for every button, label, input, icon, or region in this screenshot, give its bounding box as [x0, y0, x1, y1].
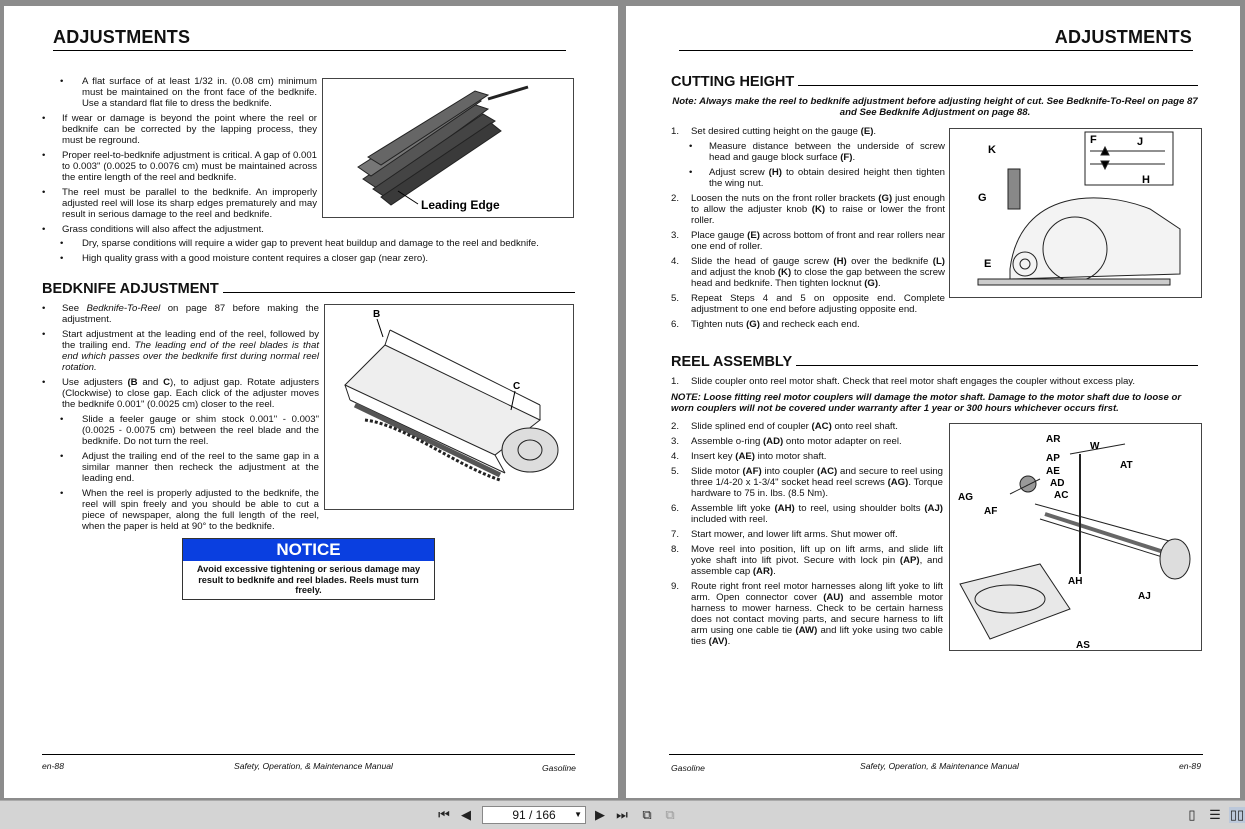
- list-item: • The reel must be parallel to the bedknife. An improperly adjusted reel will lose its sharp edges prematurely and may result in serious damage to the reel and bedknife.: [42, 187, 317, 220]
- text-run: Use adjusters: [62, 377, 128, 388]
- text-run: (AP): [899, 555, 920, 566]
- previous-page-button[interactable]: [458, 807, 474, 823]
- list-item: [671, 319, 945, 330]
- text-run: .: [873, 126, 877, 137]
- text-run: (F): [840, 152, 853, 163]
- two-page-view-button[interactable]: [1229, 807, 1245, 823]
- next-page-icon: ▶: [595, 807, 605, 822]
- reel-steps: [671, 421, 943, 647]
- text-run: onto reel shaft.: [831, 421, 898, 432]
- grass-text: [42, 238, 582, 268]
- label-ad: AD: [1050, 478, 1065, 489]
- list-item: [671, 581, 943, 647]
- list-item: [671, 193, 945, 226]
- reel-figure: [322, 78, 574, 218]
- list-item: [42, 303, 319, 325]
- text-run: (AD): [762, 436, 784, 447]
- text-run: (AF): [742, 466, 762, 477]
- label-aj: AJ: [1138, 591, 1151, 602]
- go-back-icon: ⧉: [642, 807, 652, 822]
- footer-page-number: en-88: [42, 761, 64, 771]
- text-run: Move reel into position, lift up on lift arms, and slide lift yoke shaft into lift pivot. Secure with lock pin: [691, 544, 943, 566]
- list-item: • A flat surface of at least 1/32 in. (0.08 cm) minimum must be maintained on the front face of the bedknife. Use a standard flat file to dress the bedknife.: [42, 76, 317, 109]
- text-run: (AJ): [924, 503, 943, 514]
- text-run: C: [163, 377, 171, 388]
- step-number: 4.: [671, 451, 680, 462]
- list-item: [671, 126, 945, 137]
- footer-rule: [669, 754, 1203, 755]
- list-item: 1. Slide coupler onto reel motor shaft. Check that reel motor shaft engages the coupler without excess play.: [671, 376, 1136, 387]
- text-run: Route right front reel motor harnesses along lift yoke to lift arm. Open connector cover: [691, 581, 943, 603]
- label-j: J: [1137, 136, 1144, 148]
- text-run: .: [773, 566, 776, 577]
- text-run: Slide splined end of coupler: [691, 421, 812, 432]
- notice-title: NOTICE: [183, 539, 434, 561]
- notice-text: Avoid excessive tightening or serious damage may result to bedknife and reel blades. Reels must turn freely.: [196, 564, 421, 595]
- list-item: • High quality grass with a good moisture content requires a closer gap (near zero).: [42, 253, 582, 264]
- text-run: and assemble motor harness to mower harness. Check to be certain harness does not contact moving parts, and secure harness to lift arm using one cable tie: [691, 592, 943, 636]
- reel-step-1: [671, 376, 1199, 391]
- text-run: (H): [768, 167, 782, 178]
- text-run: ), to adjust gap. Rotate adjusters (Clockwise) to close gap. Each click of the adjuster moves the bedknife 0.001" (0.0025 cm) closer to the reel.: [62, 377, 320, 410]
- list-item: [671, 503, 943, 525]
- list-item: • Grass conditions will also affect the adjustment.: [42, 224, 317, 235]
- text-run: (AR): [752, 566, 774, 577]
- text-run: Tighten nuts: [691, 319, 747, 330]
- list-item: [671, 421, 943, 432]
- text-run: Adjust screw: [709, 167, 769, 178]
- footer-edition: Gasoline: [542, 763, 576, 773]
- reel-assembly-illustration: [950, 424, 1201, 650]
- footer-title: Safety, Operation, & Maintenance Manual: [860, 761, 1019, 771]
- label-ah: AH: [1068, 576, 1083, 587]
- label-as: AS: [1076, 640, 1090, 650]
- text-run: and: [137, 377, 164, 388]
- step-number: 5.: [671, 466, 680, 477]
- section-cutting-label: CUTTING HEIGHT: [671, 74, 795, 90]
- text-run: (AC): [817, 466, 838, 477]
- list-item: [671, 256, 945, 289]
- page-header: ADJUSTMENTS: [53, 27, 191, 47]
- single-page-view-button[interactable]: [1184, 807, 1200, 823]
- list-item: • Proper reel-to-bedknife adjustment is critical. A gap of 0.001 to 0.003" (0.0025 to 0.0076 cm) must be maintained across the entire length of the reel and bedknife.: [42, 150, 317, 183]
- list-item: • If wear or damage is beyond the point where the reel or bedknife can be corrected by the lapping process, they must be reground.: [42, 113, 317, 146]
- cutting-height-figure: [949, 128, 1202, 298]
- section-rule: [796, 364, 1198, 366]
- step-number: 1.: [671, 126, 680, 137]
- step-number: 6.: [671, 319, 680, 330]
- step-number: 4.: [671, 256, 680, 267]
- two-page-icon: ▯▯: [1229, 807, 1245, 822]
- single-page-icon: ▯: [1188, 807, 1196, 822]
- text-run: to close the gap between the screw head and bedknife. Then tighten locknut: [691, 267, 945, 289]
- list-item: [671, 141, 945, 163]
- text-run: (H): [833, 256, 847, 267]
- text-run: Loosen the nuts on the front roller brackets: [691, 193, 879, 204]
- text-run: (AV): [708, 636, 728, 647]
- page-header: ADJUSTMENTS: [1054, 27, 1192, 47]
- previous-page-icon: ◀: [461, 807, 471, 822]
- label-f: F: [1090, 134, 1097, 146]
- first-page-button[interactable]: [436, 807, 452, 823]
- text-run: , and assemble cap: [691, 555, 943, 577]
- left-page: [4, 6, 618, 798]
- text-run: included with reel.: [691, 514, 768, 525]
- text-run: to obtain desired height then tighten the wing nut.: [709, 167, 945, 189]
- cutting-note: Note: Always make the reel to bedknife adjustment before adjusting height of cut. See Bedknife-To-Reel on page 87 and See Bedknife Adjustment on page 88.: [672, 96, 1198, 118]
- viewer-toolbar: [0, 800, 1245, 829]
- label-at: AT: [1120, 460, 1133, 471]
- text-run: over the bedknife: [846, 256, 933, 267]
- list-item: [671, 544, 943, 577]
- text-run: Assemble o-ring: [691, 436, 763, 447]
- section-title-bedknife: [42, 281, 575, 297]
- text-run: Set desired cutting height on the gauge: [691, 126, 861, 137]
- text-run: Insert key: [691, 451, 736, 462]
- label-b: B: [373, 309, 381, 320]
- text-run: (AU): [823, 592, 844, 603]
- label-e: E: [984, 258, 992, 270]
- last-page-button[interactable]: [614, 807, 630, 823]
- label-g: G: [978, 192, 987, 204]
- text-run: . Torque hardware to 75 in. lbs. (8.5 Nm).: [691, 477, 943, 499]
- chevron-down-icon[interactable]: ▼: [574, 810, 582, 819]
- text-run: across bottom of front and rear rollers near one end of roller.: [691, 230, 946, 252]
- text-run: (K): [777, 267, 792, 278]
- continuous-view-button[interactable]: [1207, 807, 1223, 823]
- step-number: 3.: [671, 230, 680, 241]
- text-run: onto motor adapter on reel.: [783, 436, 902, 447]
- text-run: to raise or lower the front roller.: [691, 204, 945, 226]
- list-item: [42, 414, 319, 447]
- notice-box: [182, 538, 435, 600]
- reel-note: NOTE: Loose fitting reel motor couplers will damage the motor shaft. Damage to the motor shaft due to loose or worn couplers will not be covered under warranty after 1 year or 300 hours whichever occurs first.: [671, 392, 1182, 414]
- step-number: 6.: [671, 503, 680, 514]
- step-number: 2.: [671, 421, 680, 432]
- text-run: .: [852, 152, 856, 163]
- text-run: Slide the head of gauge screw: [691, 256, 834, 267]
- header-rule: [679, 50, 1193, 51]
- list-item: • Dry, sparse conditions will require a wider gap to prevent heat buildup and damage to the reel and bedknife.: [42, 238, 582, 249]
- section-bedknife-label: BEDKNIFE ADJUSTMENT: [42, 281, 219, 297]
- text-run: Start adjustment at the leading end of the reel, followed by the trailing end.: [62, 329, 319, 351]
- text-run: (E): [860, 126, 874, 137]
- step-number: 7.: [671, 529, 680, 540]
- list-item: [671, 436, 943, 447]
- text-run: (K): [811, 204, 826, 215]
- text-run: (E): [747, 230, 760, 241]
- section-title-reel-assembly: [671, 354, 1198, 370]
- text-run: and secure to reel using three 1/4-20 x 1-3/4" socket head reel screws: [691, 466, 943, 488]
- text-run: Slide a feeler gauge or shim stock 0.001" - 0.003" (0.0025 - 0.0075 cm) between the reel blade and the bedknife. Do not turn the reel.: [82, 414, 319, 447]
- next-page-button[interactable]: [592, 807, 608, 823]
- label-ac: AC: [1054, 490, 1069, 501]
- reel-steps-text: [671, 421, 943, 651]
- step-number: 9.: [671, 581, 680, 592]
- text-run: Measure distance between the underside of screw head and gauge block surface: [709, 141, 945, 163]
- page-indicator-text: 91 / 166: [512, 808, 556, 822]
- text-run: (AE): [735, 451, 755, 462]
- text-run: Assemble lift yoke: [691, 503, 775, 514]
- list-item: [671, 230, 945, 252]
- reel-illustration: [323, 79, 573, 217]
- label-k: K: [988, 144, 996, 156]
- text-run: and adjust the knob: [691, 267, 778, 278]
- section-title-cutting-height: [671, 74, 1198, 90]
- section-rule: [798, 84, 1198, 86]
- text-run: (AH): [774, 503, 795, 514]
- step-number: 2.: [671, 193, 680, 204]
- text-run: Bedknife-To-Reel: [86, 303, 161, 314]
- reel-assembly-figure: [949, 423, 1202, 651]
- text-run: into coupler: [761, 466, 817, 477]
- section-reel-label: REEL ASSEMBLY: [671, 354, 792, 370]
- label-w: W: [1090, 441, 1100, 452]
- step-number: 8.: [671, 544, 680, 555]
- intro-text: [42, 76, 317, 239]
- bedknife-text: [42, 303, 319, 536]
- text-run: Adjust the trailing end of the reel to the same gap in a similar manner then recheck the adjustment at the leading end.: [82, 451, 319, 484]
- list-item: [671, 466, 943, 499]
- text-run: into motor shaft.: [754, 451, 827, 462]
- page-number-input[interactable]: [482, 806, 586, 824]
- text-run: .: [878, 278, 881, 289]
- label-ap: AP: [1046, 453, 1060, 464]
- text-run: The leading end of the reel blades is that end which passes over the bedknife first during normal reel rotation.: [62, 340, 319, 373]
- step-number: 3.: [671, 436, 680, 447]
- list-item: [42, 329, 319, 373]
- label-af: AF: [984, 506, 998, 517]
- go-forward-button[interactable]: [662, 807, 678, 823]
- text-run: and recheck each end.: [759, 319, 860, 330]
- label-ag: AG: [958, 492, 973, 503]
- text-run: (AG): [887, 477, 909, 488]
- footer-edition: Gasoline: [671, 763, 705, 773]
- text-run: (G): [746, 319, 760, 330]
- text-run: just enough to allow the adjuster knob: [691, 193, 945, 215]
- text-run: Place gauge: [691, 230, 748, 241]
- bedknife-illustration: [325, 305, 573, 509]
- list-item: [671, 293, 945, 315]
- list-item: [42, 451, 319, 484]
- cutting-steps-text: [671, 126, 945, 334]
- footer-page-number: en-89: [1179, 761, 1201, 771]
- go-back-button[interactable]: [639, 807, 655, 823]
- bedknife-figure: [324, 304, 574, 510]
- text-run: (L): [932, 256, 945, 267]
- grass-bullets: [42, 238, 582, 264]
- label-ar: AR: [1046, 434, 1061, 445]
- text-run: When the reel is properly adjusted to the bedknife, the reel will spin freely and you should be able to cut a piece of newspaper, along the full length of the reel, when the paper is held at 90° to the bedknife.: [82, 488, 319, 532]
- cutting-gauge-illustration: [950, 129, 1201, 297]
- right-page: [626, 6, 1240, 798]
- cutting-steps: [671, 126, 945, 330]
- continuous-view-icon: ☰: [1209, 807, 1221, 822]
- text-run: on page 87 before making the adjustment.: [62, 303, 319, 325]
- text-run: to reel, using shoulder bolts: [794, 503, 925, 514]
- text-run: (AW): [795, 625, 818, 636]
- list-item: [42, 377, 319, 410]
- text-run: and lift yoke using two cable ties: [691, 625, 943, 647]
- footer-title: Safety, Operation, & Maintenance Manual: [234, 761, 393, 771]
- label-h: H: [1142, 174, 1150, 186]
- text-run: (B: [127, 377, 138, 388]
- text-run: (G): [878, 193, 893, 204]
- bedknife-bullets: [42, 303, 319, 532]
- text-run: Slide motor: [691, 466, 743, 477]
- leading-edge-label: Leading Edge: [421, 198, 500, 212]
- header-rule: [53, 50, 566, 51]
- reel-step-1-list: [671, 376, 1199, 387]
- list-item: [42, 488, 319, 532]
- list-item: [671, 167, 945, 189]
- step-number: 5.: [671, 293, 680, 304]
- text-run: See: [62, 303, 87, 314]
- reel-step-1-text: Slide coupler onto reel motor shaft. Check that reel motor shaft engages the coupler without excess play.: [691, 376, 1136, 387]
- list-item: [671, 451, 943, 462]
- text-run: (AC): [811, 421, 832, 432]
- intro-bullets: [42, 76, 317, 235]
- section-rule: [223, 291, 575, 293]
- text-run: .: [727, 636, 731, 647]
- go-forward-icon: ⧉: [665, 807, 675, 822]
- last-page-icon: ⏭: [616, 807, 628, 822]
- footer-rule: [42, 754, 575, 755]
- first-page-icon: ⏮: [438, 807, 450, 822]
- label-c: C: [513, 381, 521, 392]
- text-run: (G): [864, 278, 879, 289]
- label-ae: AE: [1046, 466, 1060, 477]
- text-run: Repeat Steps 4 and 5 on opposite end. Complete adjustment to one end before adjusting opposite end.: [691, 293, 945, 315]
- list-item: [671, 529, 943, 540]
- text-run: Start mower, and lower lift arms. Shut mower off.: [691, 529, 898, 540]
